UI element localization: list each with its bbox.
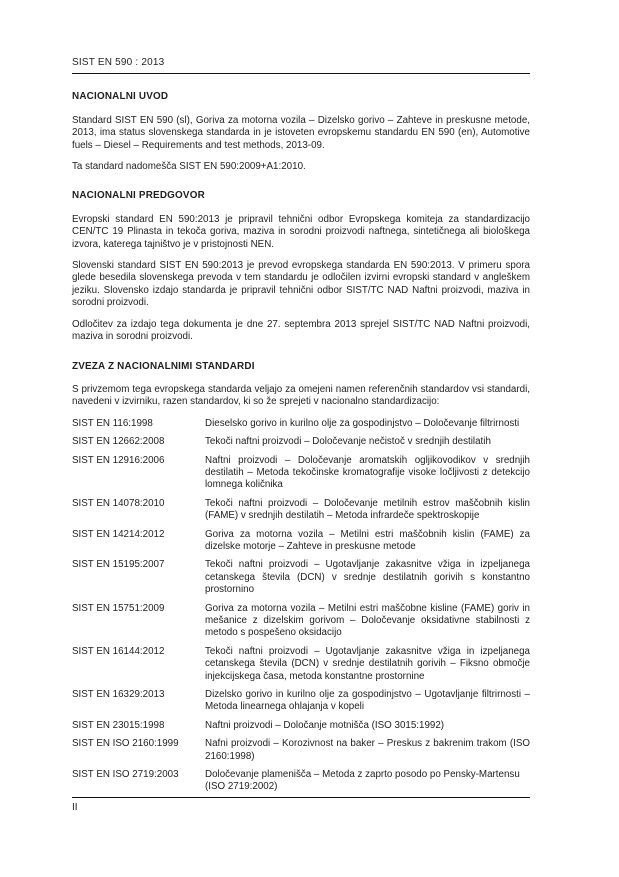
- running-header: [72, 57, 530, 74]
- standard-description: Določevanje plamenišča – Metoda z zaprto posodo po Pensky-Martensu (ISO 2719:2002): [205, 769, 520, 793]
- standard-description: Tekoči naftni proizvodi – Ugotavljanje zakasnitve vžiga in izpeljanega cetanskega števila (DCN) v srednje destilatnih gorivih – Fiksno območje injekcijskega časa, metoda konstantne prostornine: [205, 645, 530, 682]
- standard-code: SIST EN 15751:2009: [72, 602, 165, 614]
- standard-description: Tekoči naftni proizvodi – Določevanje metilnih estrov maščobnih kislin (FAME) v srednjih destilatih – Metoda infrardeče spektroskopije: [205, 497, 530, 522]
- standard-description: Nafni proizvodi – Korozivnost na baker – Preskus z bakrenim trakom (ISO 2160:1998): [205, 738, 530, 762]
- standards-list-item: [72, 720, 530, 732]
- standards-list-item: [72, 689, 530, 714]
- standards-list-item: [72, 646, 530, 683]
- standards-list-item: [72, 529, 530, 554]
- standard-description: Goriva za motorna vozila – Metilni estri maščobne kisline (FAME) goriv in mešanice z dizelskim gorivom – Določevanje oksidativne stabilnosti z metodo s pospešeno oksidacijo: [205, 602, 530, 639]
- paragraph: Ta standard nadomešča SIST EN 590:2009+A1:2010.: [72, 161, 306, 173]
- standards-list-item: [72, 559, 530, 596]
- section-heading-zveza-z-nacionalnimi-standardi: ZVEZA Z NACIONALNIMI STANDARDI: [72, 360, 255, 372]
- standard-code: SIST EN 12916:2006: [72, 454, 165, 466]
- standard-description: Dieselsko gorivo in kurilno olje za gospodinjstvo – Določevanje filtrirnosti: [205, 417, 520, 429]
- page-footer: [72, 797, 530, 814]
- standard-description: Tekoči naftni proizvodi – Določevanje nečistoč v srednjih destilatih: [205, 436, 491, 448]
- standard-code: SIST EN 23015:1998: [72, 719, 165, 731]
- standard-description: Naftni proizvodi – Določanje motnišča (ISO 3015:1992): [205, 719, 445, 731]
- header-title: SIST EN 590 : 2013: [72, 57, 165, 68]
- standard-code: SIST EN 14078:2010: [72, 497, 165, 509]
- standards-list: [72, 418, 530, 794]
- standards-list-item: [72, 436, 530, 448]
- standards-list-item: [72, 418, 530, 430]
- standard-code: SIST EN ISO 2160:1999: [72, 738, 179, 750]
- standards-list-item: [72, 769, 530, 794]
- paragraph: S privzemom tega evropskega standarda veljajo za omejeni namen referenčnih standardov vsi standardi, navedeni v izvirniku, razen standardov, ki so že sprejeti v nacionalno standardizacijo:: [72, 383, 530, 408]
- standard-code: SIST EN 14214:2012: [72, 528, 165, 540]
- standard-code: SIST EN 15195:2007: [72, 559, 165, 571]
- standards-list-item: [72, 455, 530, 492]
- standard-code: SIST EN ISO 2719:2003: [72, 769, 179, 781]
- standard-description: Naftni proizvodi – Določevanje aromatskih ogljikovodikov v srednjih destilatih – Metoda tekočinske kromatografije visoke ločljivosti z detekcijo lomnega količnika: [205, 454, 530, 491]
- standard-code: SIST EN 12662:2008: [72, 436, 165, 448]
- paragraph: Standard SIST EN 590 (sl), Goriva za motorna vozila – Dizelsko gorivo – Zahteve in preskusne metode, 2013, ima status slovenskega standarda in je istoveten evropskemu standardu EN 590 (en), Automotive fuels – Diesel – Requirements and test methods, 2013-09.: [72, 114, 530, 151]
- standard-code: SIST EN 16144:2012: [72, 645, 165, 657]
- page-content: [72, 57, 530, 800]
- standard-code: SIST EN 116:1998: [72, 417, 153, 429]
- section-heading-nacionalni-uvod: NACIONALNI UVOD: [72, 91, 169, 103]
- paragraph: Odločitev za izdajo tega dokumenta je dne 27. septembra 2013 sprejel SIST/TC NAD Naftni proizvodi, maziva in sorodni proizvodi.: [72, 318, 530, 343]
- section-heading-nacionalni-predgovor: NACIONALNI PREDGOVOR: [72, 190, 205, 202]
- paragraph: Slovenski standard SIST EN 590:2013 je prevod evropskega standarda EN 590:2013. V primeru spora glede besedila slovenskega prevoda v tem standardu je odločilen izvirni evropski standard v angleškem jeziku. Slovensko izdajo standarda je pripravil tehnični odbor SIST/TC NAD Naftni proizvodi, maziva in sorodni proizvodi.: [72, 260, 530, 309]
- paragraph: Evropski standard EN 590:2013 je pripravil tehnični odbor Evropskega komiteja za standardizacijo CEN/TC 19 Plinasta in tekoča goriva, maziva in sorodni proizvodi naftnega, sintetičnega ali biološkega izvora, katerega tajništvo je v pristojnosti NEN.: [72, 213, 530, 250]
- standard-description: Tekoči naftni proizvodi – Ugotavljanje zakasnitve vžiga in izpeljanega cetanskega števila (DCN) v srednje destilatnih gorivih s konstantno prostornino: [205, 559, 530, 596]
- standards-list-item: [72, 738, 530, 763]
- standards-list-item: [72, 498, 530, 523]
- page-number: II: [72, 802, 78, 813]
- standards-list-item: [72, 603, 530, 640]
- standard-description: Dizelsko gorivo in kurilno olje za gospodinjstvo – Ugotavljanje filtrirnosti – Metoda linearnega ohlajanja v kopeli: [205, 689, 530, 713]
- standard-code: SIST EN 16329:2013: [72, 689, 165, 701]
- standard-description: Goriva za motorna vozila – Metilni estri maščobnih kislin (FAME) za dizelske motorje – Zahteve in preskusne metode: [205, 528, 530, 552]
